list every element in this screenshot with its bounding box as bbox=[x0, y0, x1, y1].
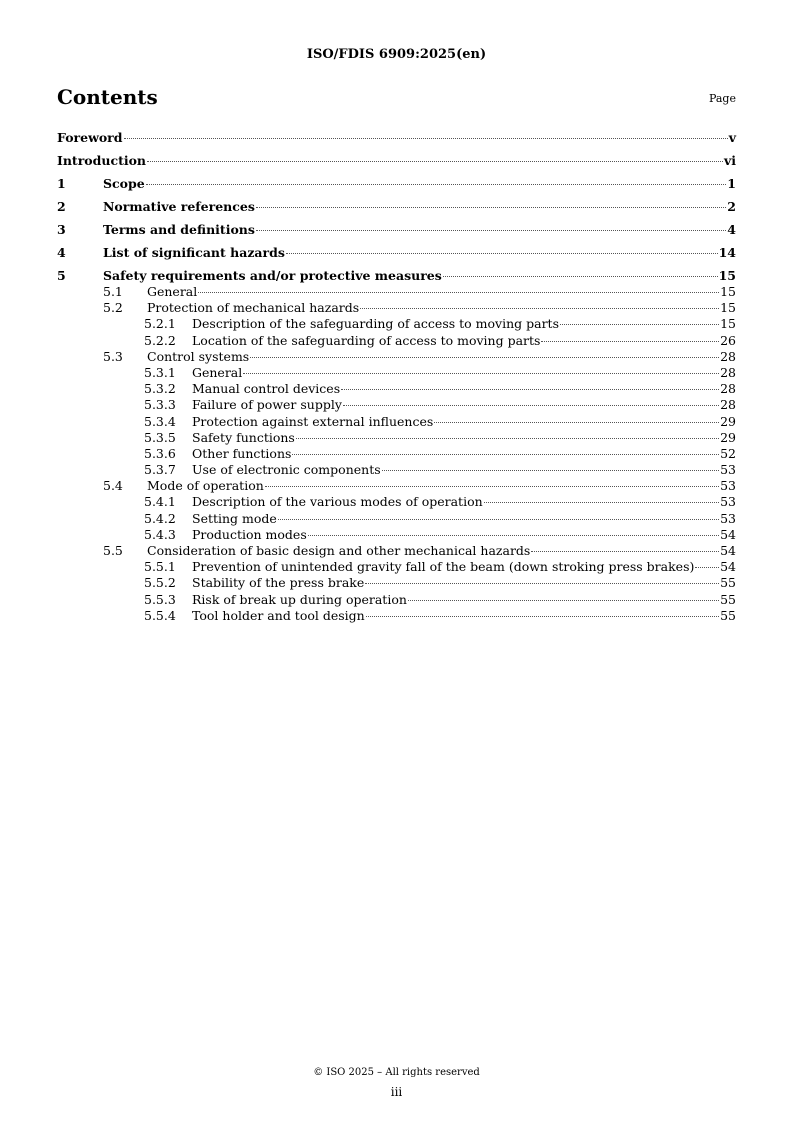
toc-entry-title: Other functions bbox=[192, 445, 292, 461]
toc-entry-number: 2 bbox=[57, 199, 66, 214]
toc-entry[interactable] bbox=[57, 494, 736, 510]
toc-entry-page: 28 bbox=[720, 397, 736, 413]
toc-entry-title: Use of electronic components bbox=[192, 462, 381, 478]
toc-entry-page: 15 bbox=[720, 300, 736, 316]
toc-entry[interactable] bbox=[57, 527, 736, 543]
toc-entry[interactable] bbox=[57, 284, 736, 300]
toc-entry-number: 5.5.3 bbox=[144, 591, 176, 607]
dot-leader bbox=[296, 438, 719, 439]
table-of-contents bbox=[57, 130, 736, 624]
toc-entry[interactable] bbox=[57, 130, 736, 146]
toc-entry[interactable] bbox=[57, 559, 736, 575]
toc-entry-title: Normative references bbox=[103, 199, 255, 214]
dot-leader bbox=[278, 519, 719, 520]
toc-entry-title: Scope bbox=[103, 176, 145, 191]
toc-entry[interactable] bbox=[57, 300, 736, 316]
toc-entry-number: 5 bbox=[57, 268, 66, 283]
dot-leader bbox=[243, 373, 719, 374]
toc-entry[interactable] bbox=[57, 316, 736, 332]
toc-entry[interactable] bbox=[57, 430, 736, 446]
dot-leader bbox=[541, 341, 719, 342]
dot-leader bbox=[434, 422, 719, 423]
toc-entry-number: 5.1 bbox=[103, 284, 123, 299]
dot-leader bbox=[382, 470, 719, 471]
toc-entry[interactable] bbox=[57, 575, 736, 591]
dot-leader bbox=[250, 357, 719, 358]
toc-entry-page: 29 bbox=[720, 429, 736, 445]
toc-entry[interactable] bbox=[57, 397, 736, 413]
toc-entry-title: Safety requirements and/or protective measures bbox=[103, 268, 442, 283]
toc-entry-page: 15 bbox=[718, 268, 736, 283]
toc-entry[interactable] bbox=[57, 381, 736, 397]
toc-entry-page: 55 bbox=[720, 575, 736, 591]
toc-entry-number: 5.3 bbox=[103, 348, 123, 364]
copyright-notice: © ISO 2025 – All rights reserved bbox=[313, 1067, 480, 1078]
dot-leader bbox=[366, 616, 719, 617]
toc-entry[interactable] bbox=[57, 365, 736, 381]
toc-entry-title: General bbox=[192, 364, 243, 380]
toc-entry-number: 5.3.6 bbox=[144, 445, 176, 461]
toc-entry-title: Mode of operation bbox=[147, 478, 264, 494]
toc-entry-title: Description of the safeguarding of access to moving parts bbox=[192, 316, 559, 332]
toc-entry-title: Tool holder and tool design bbox=[192, 607, 365, 623]
toc-entry-number: 5.2.2 bbox=[144, 332, 176, 348]
toc-entry[interactable] bbox=[57, 222, 736, 238]
toc-entry-title: Safety functions bbox=[192, 429, 295, 445]
toc-entry-number: 5.2 bbox=[103, 300, 123, 316]
toc-entry-title: List of significant hazards bbox=[103, 245, 285, 260]
toc-entry-page: 29 bbox=[720, 413, 736, 429]
toc-entry-page: vi bbox=[723, 153, 736, 168]
toc-entry-page: 2 bbox=[727, 199, 736, 214]
toc-entry-title: Foreword bbox=[57, 130, 123, 145]
toc-entry-number: 3 bbox=[57, 222, 66, 237]
dot-leader bbox=[560, 324, 719, 325]
toc-entry-page: 53 bbox=[720, 494, 736, 510]
toc-entry-page: 28 bbox=[720, 348, 736, 364]
document-id: ISO/FDIS 6909:2025(en) bbox=[306, 47, 487, 62]
toc-entry-page: 53 bbox=[720, 462, 736, 478]
dot-leader bbox=[443, 276, 718, 277]
toc-entry[interactable] bbox=[57, 349, 736, 365]
toc-entry-page: 54 bbox=[720, 559, 736, 575]
toc-entry-number: 5.4 bbox=[103, 478, 123, 494]
toc-entry-number: 5.4.1 bbox=[144, 494, 176, 510]
dot-leader bbox=[198, 292, 719, 293]
toc-entry-title: Protection of mechanical hazards bbox=[147, 300, 360, 316]
toc-entry-page: 15 bbox=[720, 316, 736, 332]
toc-entry-title: Location of the safeguarding of access to moving parts bbox=[192, 332, 541, 348]
dot-leader bbox=[365, 583, 719, 584]
dot-leader bbox=[256, 207, 726, 208]
toc-entry-number: 5.3.2 bbox=[144, 381, 176, 397]
toc-entry-page: 54 bbox=[720, 543, 736, 558]
toc-entry[interactable] bbox=[57, 462, 736, 478]
toc-entry[interactable] bbox=[57, 478, 736, 494]
toc-entry-title: General bbox=[147, 284, 198, 299]
dot-leader bbox=[292, 454, 719, 455]
toc-entry-page: 4 bbox=[727, 222, 736, 237]
toc-entry-page: 14 bbox=[718, 245, 736, 260]
toc-entry-title: Terms and definitions bbox=[103, 222, 255, 237]
toc-entry-title: Stability of the press brake bbox=[192, 575, 365, 591]
toc-entry-page: 53 bbox=[720, 478, 736, 494]
toc-entry-number: 5.3.3 bbox=[144, 397, 176, 413]
toc-entry-number: 5.5.1 bbox=[144, 559, 176, 575]
dot-leader bbox=[146, 184, 727, 185]
toc-entry[interactable] bbox=[57, 446, 736, 462]
toc-entry-page: v bbox=[728, 130, 736, 145]
toc-entry-title: Prevention of unintended gravity fall of the beam (down stroking press brakes) bbox=[192, 559, 695, 575]
dot-leader bbox=[360, 308, 719, 309]
toc-entry[interactable] bbox=[57, 199, 736, 215]
page-column-label: Page bbox=[708, 92, 736, 105]
toc-entry-title: Description of the various modes of operation bbox=[192, 494, 483, 510]
toc-entry-page: 53 bbox=[720, 510, 736, 526]
toc-entry-title: Introduction bbox=[57, 153, 147, 168]
dot-leader bbox=[408, 600, 719, 601]
toc-entry-title: Manual control devices bbox=[192, 381, 341, 397]
toc-entry-title: Consideration of basic design and other mechanical hazards bbox=[147, 543, 531, 558]
toc-entry-title: Setting mode bbox=[192, 510, 277, 526]
toc-entry[interactable] bbox=[57, 543, 736, 559]
toc-entry-number: 4 bbox=[57, 245, 66, 260]
toc-entry-number: 5.2.1 bbox=[144, 316, 176, 332]
toc-entry[interactable] bbox=[57, 592, 736, 608]
toc-entry-title: Control systems bbox=[147, 348, 250, 364]
dot-leader bbox=[695, 567, 719, 568]
toc-entry[interactable] bbox=[57, 333, 736, 349]
toc-entry-number: 5.4.3 bbox=[144, 526, 176, 542]
dot-leader bbox=[147, 161, 723, 162]
toc-entry-number: 5.3.7 bbox=[144, 462, 176, 478]
toc-entry[interactable] bbox=[57, 511, 736, 527]
dot-leader bbox=[343, 405, 719, 406]
toc-entry-number: 5.3.1 bbox=[144, 364, 176, 380]
toc-entry-number: 5.5.4 bbox=[144, 607, 176, 623]
toc-entry[interactable] bbox=[57, 268, 736, 284]
dot-leader bbox=[256, 230, 726, 231]
toc-entry[interactable] bbox=[57, 176, 736, 192]
toc-entry-title: Production modes bbox=[192, 526, 307, 542]
dot-leader bbox=[308, 535, 719, 536]
toc-entry-number: 5.5.2 bbox=[144, 575, 176, 591]
dot-leader bbox=[124, 138, 728, 139]
toc-entry[interactable] bbox=[57, 245, 736, 261]
contents-title: Contents bbox=[57, 85, 158, 109]
toc-entry-number: 5.3.5 bbox=[144, 429, 176, 445]
toc-entry-page: 28 bbox=[720, 364, 736, 380]
dot-leader bbox=[265, 486, 719, 487]
toc-entry-title: Protection against external influences bbox=[192, 413, 434, 429]
page-number: iii bbox=[390, 1085, 403, 1099]
dot-leader bbox=[484, 502, 719, 503]
toc-entry[interactable] bbox=[57, 608, 736, 624]
dot-leader bbox=[531, 551, 719, 552]
toc-entry-page: 55 bbox=[720, 591, 736, 607]
toc-entry[interactable] bbox=[57, 414, 736, 430]
toc-entry-number: 5.5 bbox=[103, 543, 123, 558]
toc-entry-page: 26 bbox=[720, 332, 736, 348]
toc-entry-number: 5.3.4 bbox=[144, 413, 176, 429]
toc-entry-page: 54 bbox=[720, 526, 736, 542]
toc-entry-page: 28 bbox=[720, 381, 736, 397]
toc-entry-page: 1 bbox=[727, 176, 736, 191]
toc-entry-number: 1 bbox=[57, 176, 66, 191]
dot-leader bbox=[286, 253, 718, 254]
dot-leader bbox=[341, 389, 719, 390]
toc-entry-page: 52 bbox=[720, 445, 736, 461]
toc-entry-page: 55 bbox=[720, 607, 736, 623]
toc-entry-title: Failure of power supply bbox=[192, 397, 342, 413]
toc-entry-page: 15 bbox=[720, 284, 736, 299]
toc-entry[interactable] bbox=[57, 153, 736, 169]
toc-entry-title: Risk of break up during operation bbox=[192, 591, 407, 607]
toc-entry-number: 5.4.2 bbox=[144, 510, 176, 526]
